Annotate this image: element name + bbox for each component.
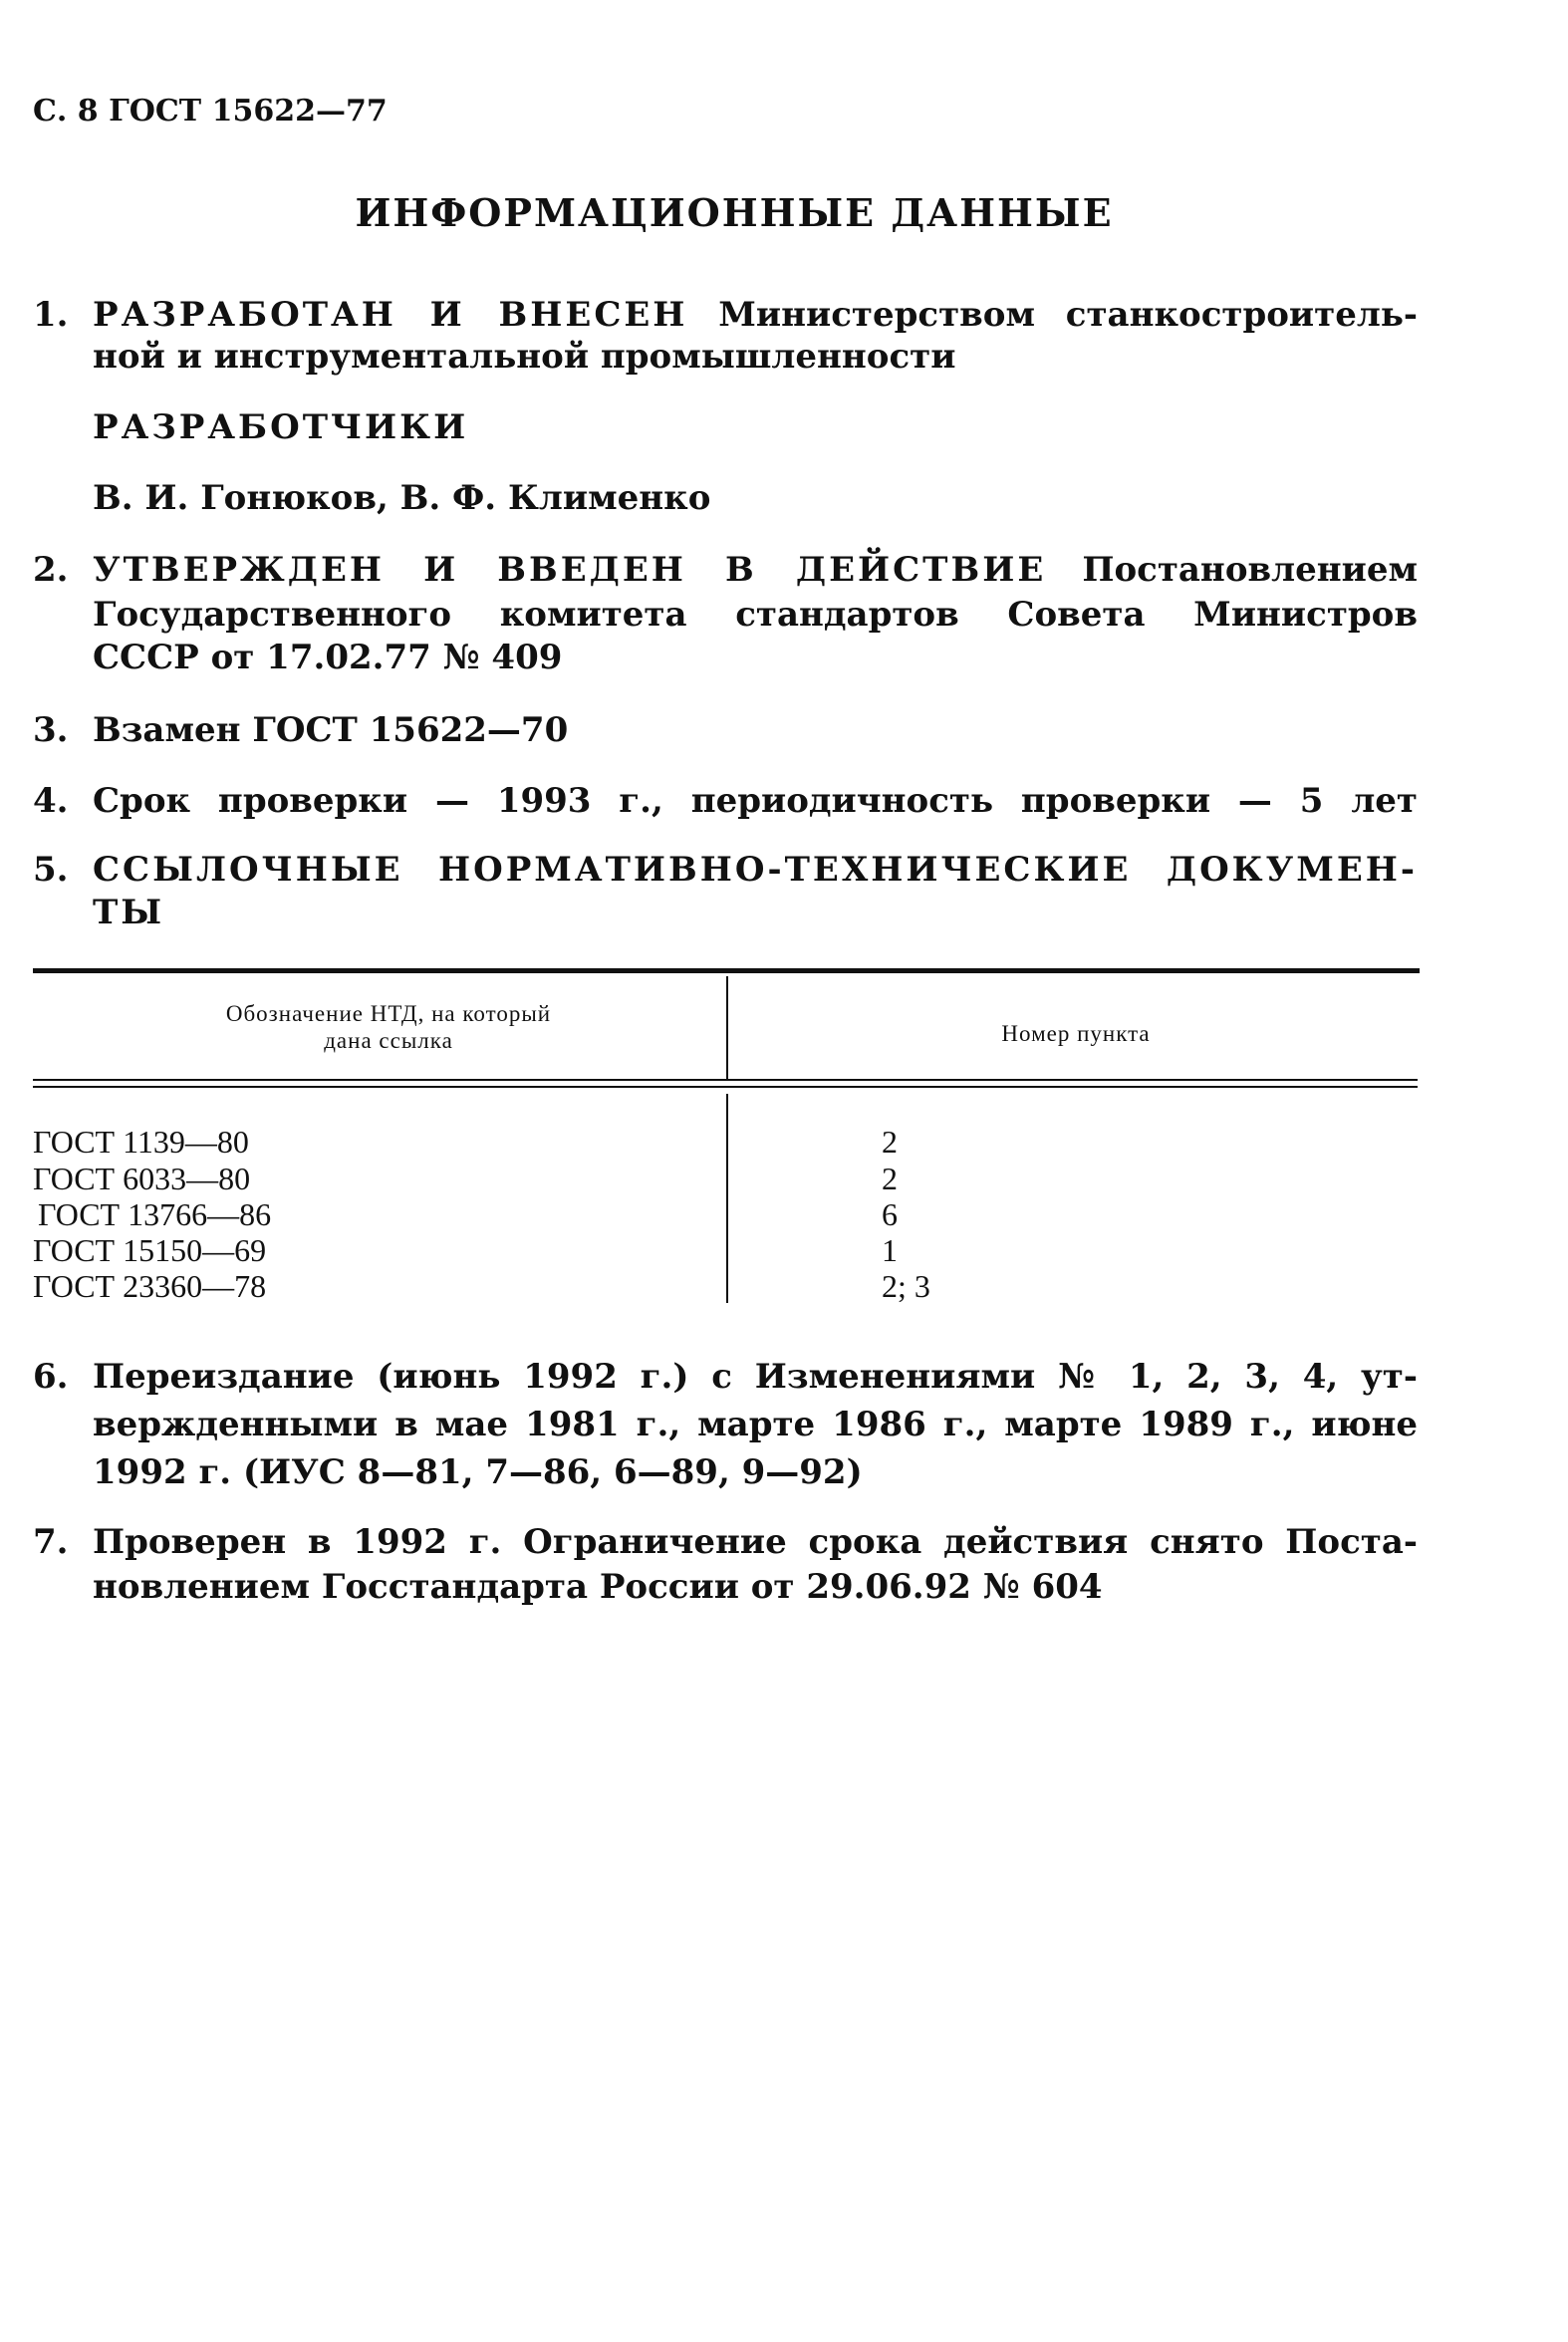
item-1-lead: РАЗРАБОТАН И ВНЕСЕН (93, 295, 688, 335)
table-row-3-item: 6 (882, 1196, 898, 1232)
item-2-number: 2. (33, 550, 69, 590)
table-row-4-doc: ГОСТ 15150—69 (33, 1232, 267, 1268)
item-7-line1: Проверен в 1992 г. Ограничение срока действия снято Поста- (93, 1522, 1418, 1562)
item-2-line1 (93, 550, 1418, 590)
page-title: ИНФОРМАЦИОННЫЕ ДАННЫЕ (355, 190, 1114, 235)
item-5-line1: ССЫЛОЧНЫЕ НОРМАТИВНО-ТЕХНИЧЕСКИЕ ДОКУМЕН- (93, 850, 1418, 890)
item-5-line2: ТЫ (93, 893, 165, 932)
item-2-line2: Государственного комитета стандартов Совета Министров (93, 595, 1418, 635)
item-7-line2: новлением Госстандарта России от 29.06.92 № 604 (93, 1567, 1103, 1607)
item-1-text: Министерством станкостроитель- (718, 295, 1419, 335)
table-row-4-item: 1 (882, 1232, 898, 1268)
item-2-text: Постановлением (1082, 550, 1418, 590)
table-header-rule-2 (33, 1086, 1418, 1088)
table-row-3-doc: ГОСТ 13766—86 (38, 1196, 272, 1232)
table-row-5-doc: ГОСТ 23360—78 (33, 1268, 267, 1304)
table-row-2-doc: ГОСТ 6033—80 (33, 1161, 251, 1196)
table-top-rule (33, 968, 1420, 973)
table-header-rule-1 (33, 1079, 1418, 1081)
developers-names: В. И. Гонюков, В. Ф. Клименко (93, 478, 711, 518)
col1-header (60, 1000, 717, 1054)
item-1-line2: ной и инструментальной промышленности (93, 337, 956, 377)
table-body-divider (726, 1094, 728, 1303)
item-7-number: 7. (33, 1522, 69, 1562)
table-row-1-item: 2 (882, 1124, 898, 1160)
item-6-line3: 1992 г. (ИУС 8—81, 7—86, 6—89, 9—92) (93, 1452, 863, 1492)
table-row-2-item: 2 (882, 1161, 898, 1196)
item-6-line1: Переиздание (июнь 1992 г.) с Изменениями № 1, 2, 3, 4, ут- (93, 1357, 1418, 1397)
table-row-5-item: 2; 3 (882, 1268, 930, 1304)
developers-heading: РАЗРАБОТЧИКИ (93, 407, 469, 447)
item-3-line1: Взамен ГОСТ 15622—70 (93, 710, 569, 750)
page-header: С. 8 ГОСТ 15622—77 (33, 94, 388, 129)
item-2-line3: СССР от 17.02.77 № 409 (93, 638, 563, 677)
item-5-number: 5. (33, 850, 69, 890)
item-1-number: 1. (33, 295, 69, 335)
item-6-line2: вержденными в мае 1981 г., марте 1986 г., марте 1989 г., июне (93, 1405, 1418, 1444)
item-3-number: 3. (33, 710, 69, 750)
table-row-1-doc: ГОСТ 1139—80 (33, 1124, 249, 1160)
item-4-number: 4. (33, 781, 69, 821)
item-2-lead: УТВЕРЖДЕН И ВВЕДЕН В ДЕЙСТВИЕ (93, 550, 1047, 590)
item-6-number: 6. (33, 1357, 69, 1397)
col1-header-line2: дана ссылка (324, 1028, 453, 1053)
col1-header-line1: Обозначение НТД, на который (225, 1001, 552, 1026)
item-4-line1: Срок проверки — 1993 г., периодичность проверки — 5 лет (93, 781, 1418, 821)
col2-header: Номер пункта (1001, 1021, 1151, 1046)
table-header-divider (726, 976, 728, 1080)
item-1-line1 (93, 295, 1418, 335)
